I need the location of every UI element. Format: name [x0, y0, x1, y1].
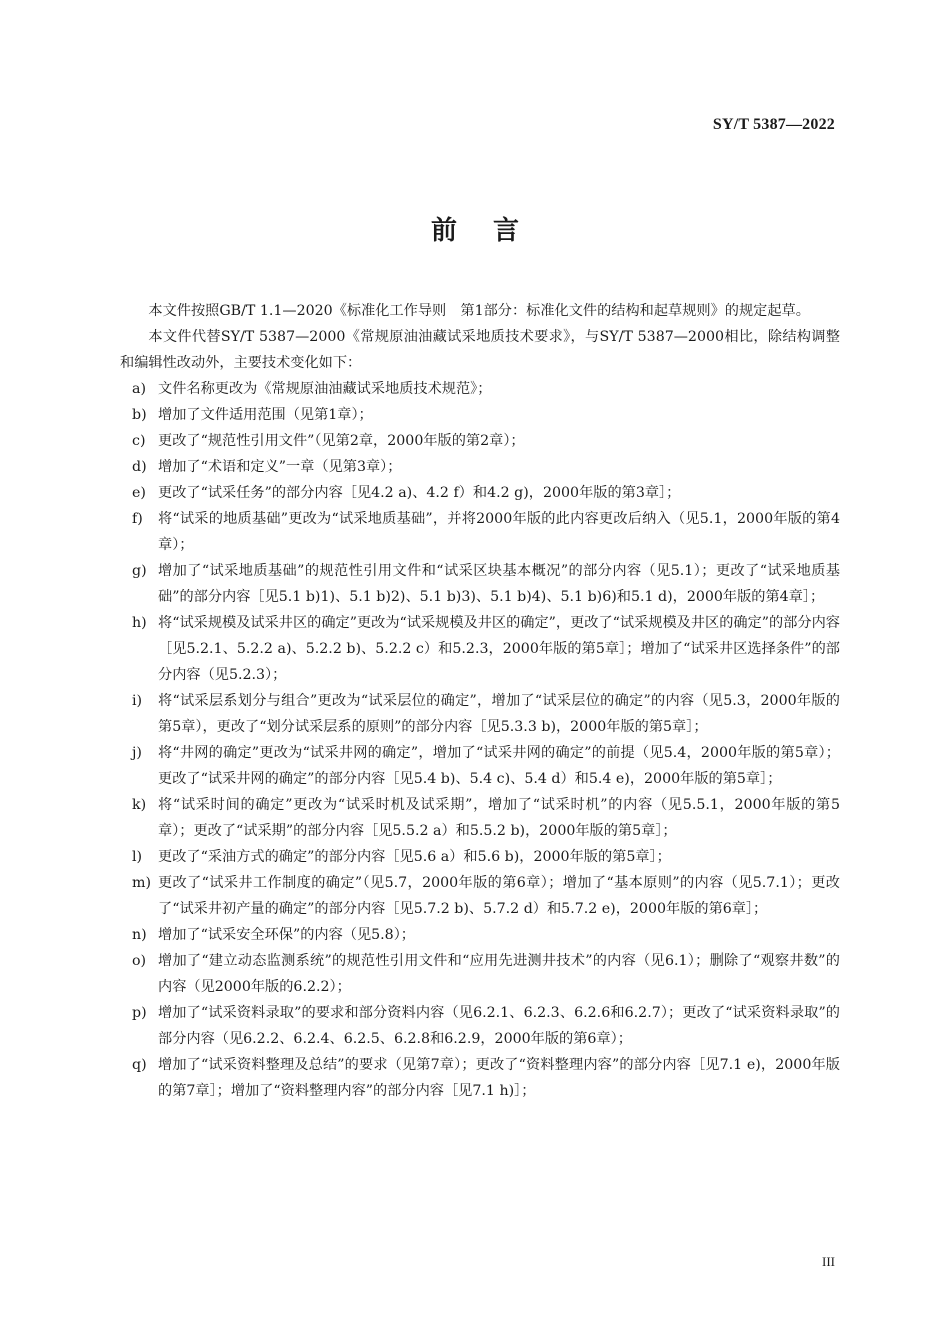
list-item-label: i) — [132, 693, 143, 709]
page-title: 前言 — [430, 216, 555, 246]
list-item-label: q) — [132, 1057, 147, 1073]
list-item-text: 增加了“试采资料录取”的要求和部分资料内容（见6.2.1、6.2.3、6.2.6和6.2.7）；更改了“试采资料录取”的部分内容（见6.2.2、6.2.4、6.2.5、6.2.8和6.2.9，2000年版的第6章）； — [158, 1005, 840, 1047]
list-item-text: 增加了“建立动态监测系统”的规范性引用文件和“应用先进测井技术”的内容（见6.1）；删除了“观察井数”的内容（见2000年版的6.2.2）； — [158, 953, 840, 995]
page-number: III — [822, 1254, 835, 1269]
list-item-label: l) — [132, 849, 143, 865]
list-item-text: 增加了“试采资料整理及总结”的要求（见第7章）；更改了“资料整理内容”的部分内容［见7.1 e)，2000年版的第7章］；增加了“资料整理内容”的部分内容［见7.1 h)］； — [158, 1057, 840, 1099]
list-item — [120, 480, 840, 506]
list-item-text: 将“试采层系划分与组合”更改为“试采层位的确定”，增加了“试采层位的确定”的内容（见5.3，2000年版的第5章），更改了“划分试采层系的原则”的部分内容［见5.3.3 b)，2000年版的第5章］； — [158, 693, 840, 735]
intro-paragraph: 本文件按照GB/T 1.1—2020《标准化工作导则 第1部分：标准化文件的结构和起草规则》的规定起草。 — [148, 303, 810, 319]
list-item-label: e) — [132, 485, 146, 501]
list-item-label: n) — [132, 927, 147, 943]
list-item-label: o) — [132, 953, 147, 969]
list-item-text: 更改了“试采任务”的部分内容［见4.2 a)、4.2 f）和4.2 g)，2000年版的第3章］； — [158, 485, 681, 501]
list-item-label: c) — [132, 433, 146, 449]
list-item-text: 更改了“试采井工作制度的确定”（见5.7，2000年版的第6章）；增加了“基本原则”的内容（见5.7.1）；更改了“试采井初产量的确定”的部分内容［见5.7.2 b)、5.7.2 d）和5.7.2 e)，2000年版的第6章］； — [158, 875, 840, 917]
list-item-text: 增加了“试采地质基础”的规范性引用文件和“试采区块基本概况”的部分内容（见5.1）；更改了“试采地质基础”的部分内容［见5.1 b)1)、5.1 b)2)、5.1 b)3)、5.1 b)4)、5.1 b)6)和5.1 d)，2000年版的第4章］； — [158, 563, 840, 605]
list-item-label: f) — [132, 511, 143, 527]
list-item — [120, 740, 840, 792]
list-item-label: m) — [132, 875, 151, 891]
list-item — [120, 506, 840, 558]
list-item-label: p) — [132, 1005, 147, 1021]
list-item-label: d) — [132, 459, 147, 475]
list-item-text: 将“试采的地质基础”更改为“试采地质基础”，并将2000年版的此内容更改后纳入（见5.1，2000年版的第4章）； — [158, 511, 840, 553]
list-item-label: b) — [132, 407, 147, 423]
list-item — [120, 948, 840, 1000]
list-item — [120, 1052, 840, 1104]
list-item-text: 更改了“采油方式的确定”的部分内容［见5.6 a）和5.6 b)，2000年版的第5章］； — [158, 849, 671, 865]
list-item — [120, 454, 840, 480]
list-item — [120, 870, 840, 922]
list-item — [120, 558, 840, 610]
list-item-text: 将“试采时间的确定”更改为“试采时机及试采期”，增加了“试采时机”的内容（见5.5.1，2000年版的第5章）；更改了“试采期”的部分内容［见5.5.2 a）和5.5.2 b)，2000年版的第5章］； — [158, 797, 840, 839]
list-item — [120, 922, 840, 948]
list-item-text: 将“井网的确定”更改为“试采井网的确定”，增加了“试采井网的确定”的前提（见5.4，2000年版的第5章）；更改了“试采井网的确定”的部分内容［见5.4 b)、5.4 c)、5.4 d）和5.4 e)，2000年版的第5章］； — [158, 745, 840, 787]
list-item — [120, 376, 840, 402]
list-item — [120, 402, 840, 428]
list-item — [120, 688, 840, 740]
list-item-text: 更改了“规范性引用文件”（见第2章，2000年版的第2章）； — [158, 433, 525, 449]
list-item — [120, 1000, 840, 1052]
change-list — [120, 376, 840, 1104]
list-item — [120, 428, 840, 454]
list-item-label: g) — [132, 563, 147, 579]
document-code: SY/T 5387—2022 — [712, 116, 835, 133]
list-item-label: a) — [132, 381, 146, 397]
intro-paragraph: 本文件代替SY/T 5387—2000《常规原油油藏试采地质技术要求》，与SY/T 5387—2000相比，除结构调整和编辑性改动外，主要技术变化如下： — [120, 329, 840, 371]
list-item — [120, 792, 840, 844]
list-item-text: 增加了文件适用范围（见第1章）； — [158, 407, 373, 423]
list-item-text: 将“试采规模及试采井区的确定”更改为“试采规模及井区的确定”，更改了“试采规模及井区的确定”的部分内容［见5.2.1、5.2.2 a)、5.2.2 b)、5.2.2 c）和5.2.3，2000年版的第5章］；增加了“试采井区选择条件”的部分内容（见5.2.3）； — [158, 615, 840, 683]
list-item-text: 文件名称更改为《常规原油油藏试采地质技术规范》； — [158, 381, 492, 397]
list-item — [120, 844, 840, 870]
list-item-text: 增加了“术语和定义”一章（见第3章）； — [158, 459, 402, 475]
foreword-body — [120, 298, 840, 1104]
list-item-label: j) — [132, 745, 142, 761]
list-item — [120, 610, 840, 688]
list-item-text: 增加了“试采安全环保”的内容（见5.8）； — [158, 927, 415, 943]
list-item-label: h) — [132, 615, 147, 631]
list-item-label: k) — [132, 797, 147, 813]
